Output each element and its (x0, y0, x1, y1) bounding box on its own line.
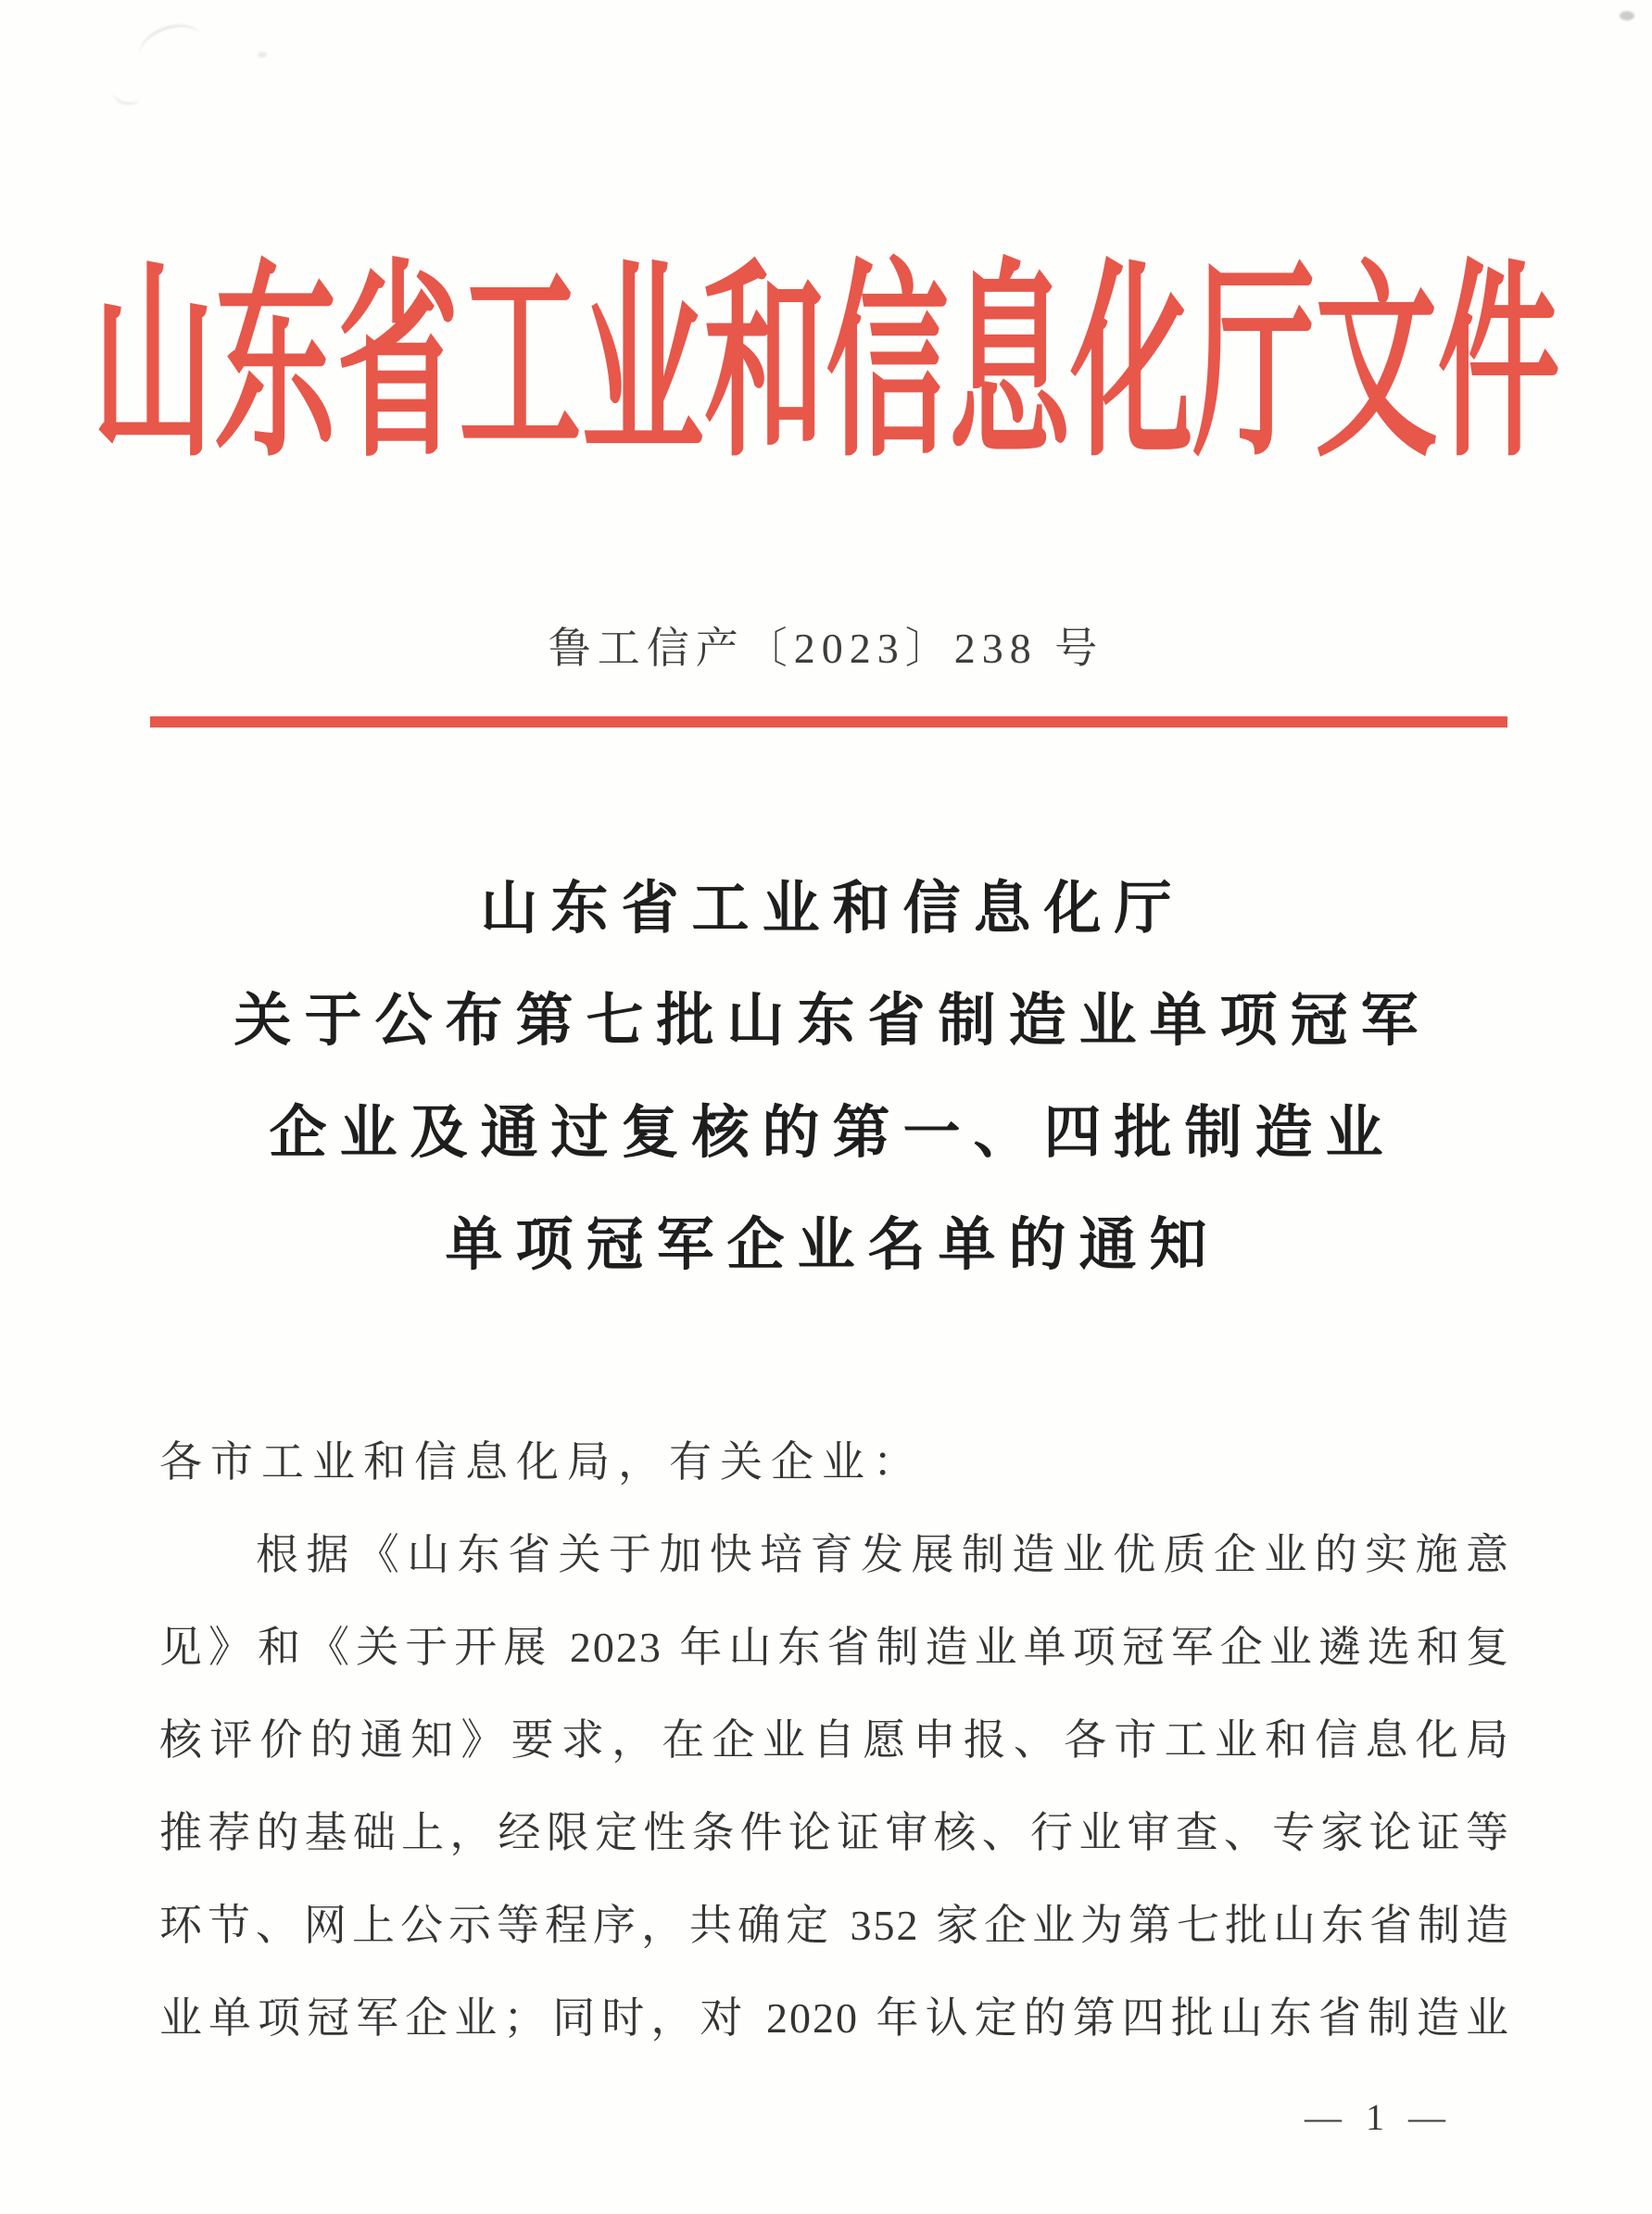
salutation: 各市工业和信息化局，有关企业： (159, 1438, 924, 1486)
scan-artifact (1620, 11, 1634, 20)
body-line-5: 环节、网上公示等程序，共确定 352 家企业为第七批山东省制造 (159, 1902, 1510, 1949)
body-line-3: 核评价的通知》要求，在企业自愿申报、各市工业和信息化局 (159, 1716, 1510, 1764)
notice-title-line-3: 企业及通过复核的第一、四批制造业 (269, 1102, 1396, 1165)
body-line-4: 推荐的基础上，经限定性条件论证审核、行业审查、专家论证等 (159, 1809, 1510, 1856)
scan-artifact (258, 52, 267, 57)
letterhead-title: 山东省工业和信息化厅文件 (92, 247, 1560, 483)
notice-title-line-1: 山东省工业和信息化厅 (480, 878, 1185, 941)
doc-number: 鲁工信产〔2023〕238 号 (548, 625, 1104, 672)
notice-title-line-2: 关于公布第七批山东省制造业单项冠军 (233, 990, 1431, 1053)
red-divider-line (150, 716, 1507, 727)
scan-artifact (134, 17, 208, 76)
page-number: — 1 — (1305, 2096, 1453, 2138)
document-body (159, 1416, 1510, 2065)
scan-artifact (111, 82, 143, 108)
body-line-1: 根据《山东省关于加快培育发展制造业优质企业的实施意 (256, 1531, 1510, 1578)
body-line-2: 见》和《关于开展 2023 年山东省制造业单项冠军企业遴选和复 (159, 1624, 1510, 1671)
notice-title-line-4: 单项冠军企业名单的通知 (445, 1214, 1220, 1277)
notice-title (0, 854, 1652, 1302)
body-line-6: 业单项冠军企业；同时，对 2020 年认定的第四批山东省制造业 (159, 1994, 1510, 2042)
